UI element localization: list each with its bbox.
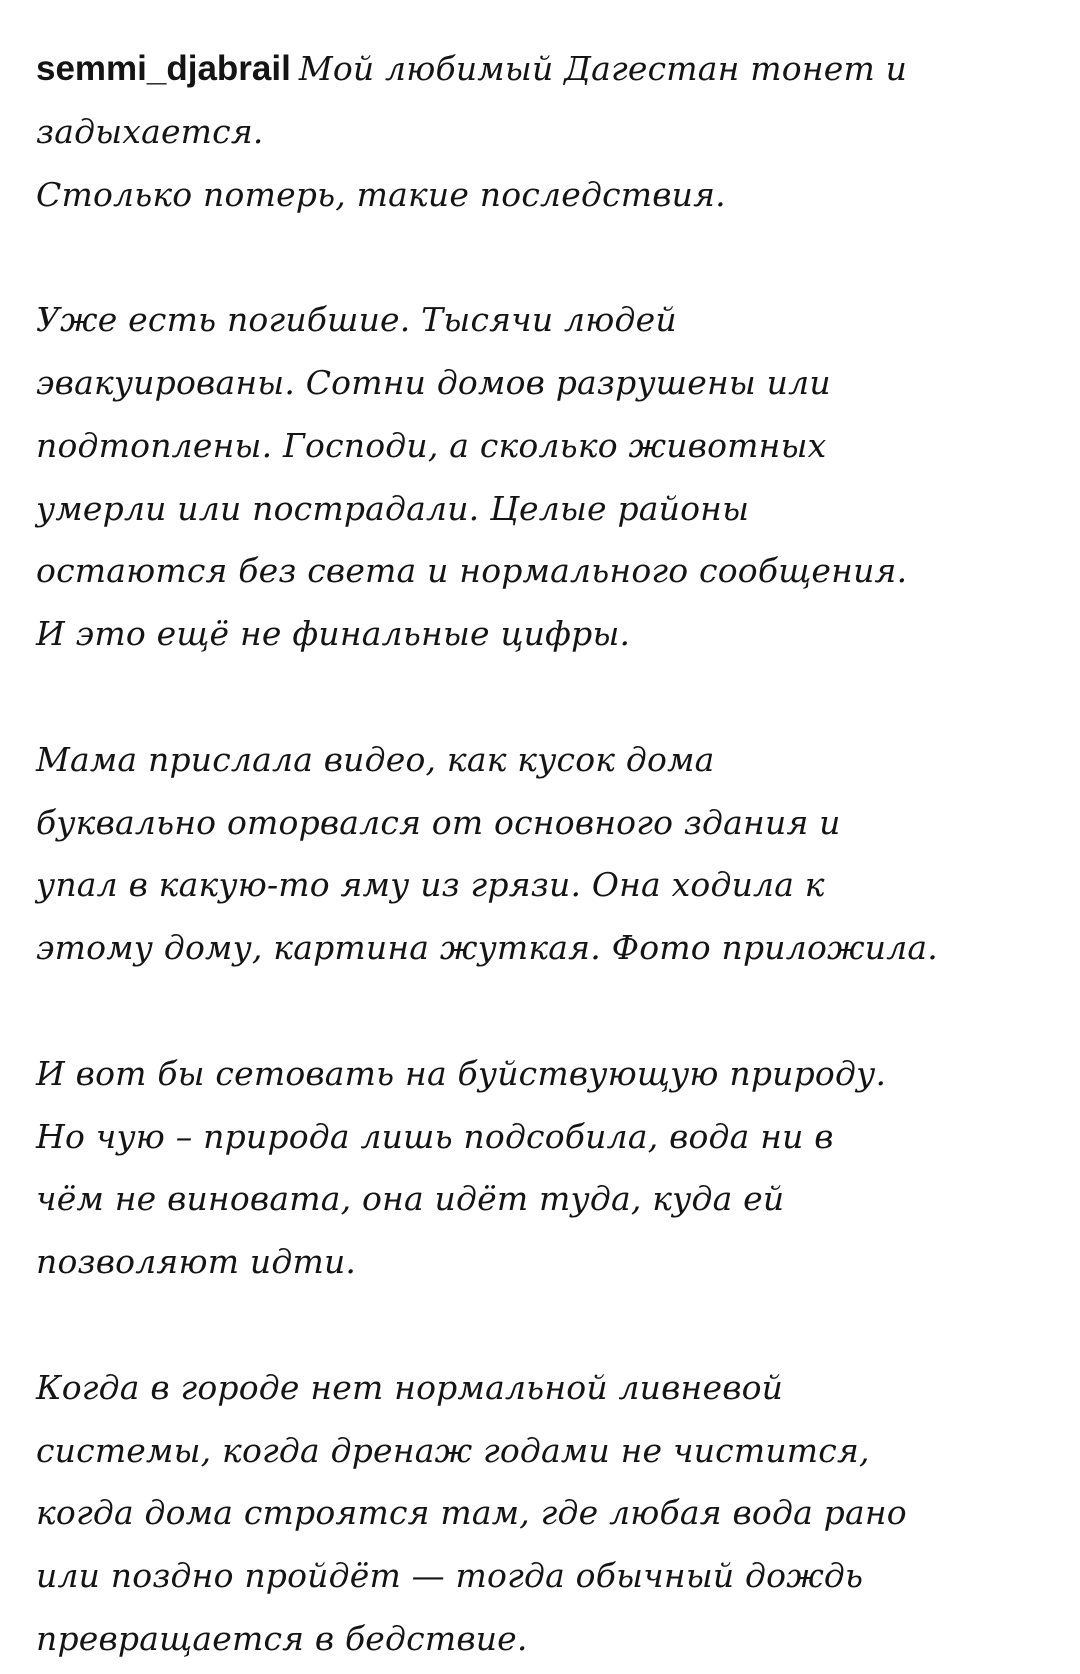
caption-line: остаются без света и нормального сообщения. [36,551,908,591]
caption-line: задыхается. [36,111,264,151]
caption-line: чём не виновата, она идёт туда, куда ей [36,1179,785,1219]
paragraph-gap [36,1294,1046,1357]
paragraph-gap [36,226,1046,289]
caption-line: системы, когда дренаж годами не чистится, [36,1430,870,1470]
caption-line: подтоплены. Господи, а сколько животных [36,425,827,465]
caption-line [36,38,1046,101]
caption-line: упал в какую-то яму из грязи. Она ходила к [36,865,825,905]
caption-line: Мама прислала видео, как кусок дома [36,739,715,779]
caption-line: И это ещё не финальные цифры. [36,614,631,654]
post-caption [36,38,1046,1671]
username-link[interactable]: semmi_djabrail [36,49,291,88]
caption-line: Когда в городе нет нормальной ливневой [36,1367,784,1407]
caption-line: Но чую – природа лишь подсобила, вода ни в [36,1116,834,1156]
caption-line: И вот бы сетовать на буйствующую природу. [36,1053,887,1093]
caption-line: позволяют идти. [36,1242,357,1282]
paragraph-gap [36,980,1046,1043]
caption-line: эвакуированы. Сотни домов разрушены или [36,362,831,402]
caption-line: Уже есть погибшие. Тысячи людей [36,300,677,340]
caption-line: умерли или пострадали. Целые районы [36,488,750,528]
caption-text: Мой любимый Дагестан тонет и [298,49,908,88]
caption-line: буквально оторвался от основного здания и [36,802,841,842]
caption-line: превращается в бедствие. [36,1618,528,1658]
caption-line: Столько потерь, такие последствия. [36,174,726,214]
caption-line: или поздно пройдёт — тогда обычный дождь [36,1556,864,1596]
paragraph-gap [36,666,1046,729]
caption-line: этому дому, картина жуткая. Фото приложила. [36,928,938,968]
caption-line: когда дома строятся там, где любая вода рано [36,1493,907,1533]
